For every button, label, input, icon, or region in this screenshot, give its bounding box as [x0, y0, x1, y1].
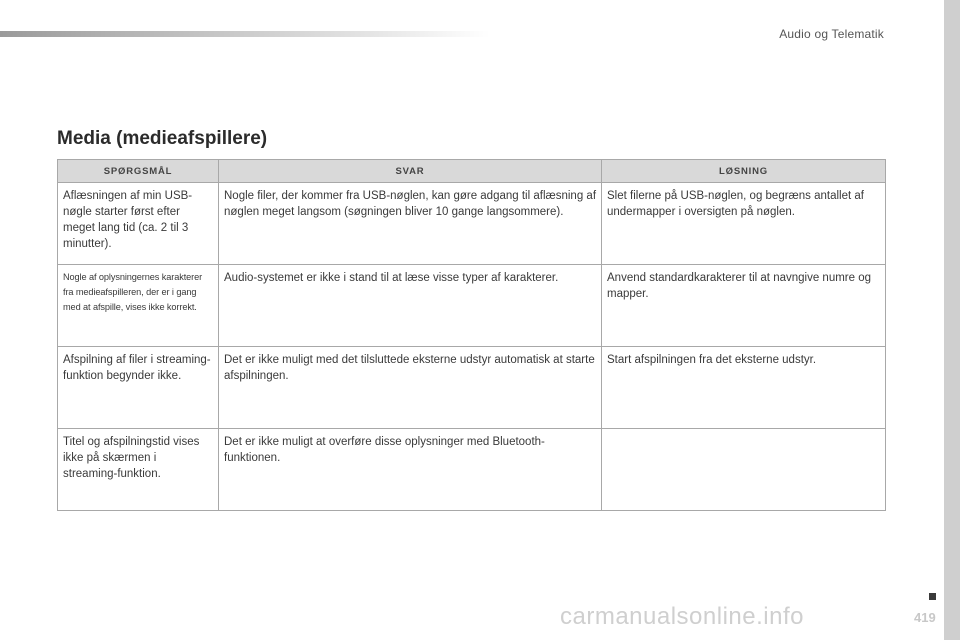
- page-number: 419: [914, 610, 936, 625]
- page-marker: [929, 593, 936, 600]
- solution-cell: Anvend standardkarakterer til at navngive numre og mapper.: [602, 265, 886, 347]
- section-label: Audio og Telematik: [779, 27, 884, 41]
- column-header-solution: LØSNING: [602, 160, 886, 183]
- question-cell: Titel og afspilningstid vises ikke på skærmen i streaming-funktion.: [58, 429, 219, 511]
- table-header-row: [58, 160, 886, 183]
- troubleshooting-table: [57, 159, 886, 511]
- question-cell: Afspilning af filer i streaming-funktion begynder ikke.: [58, 347, 219, 429]
- table-row: [58, 347, 886, 429]
- answer-cell: Det er ikke muligt at overføre disse oplysninger med Bluetooth-funktionen.: [219, 429, 602, 511]
- page-title: Media (medieafspillere): [57, 128, 268, 149]
- answer-cell: Det er ikke muligt med det tilsluttede eksterne udstyr automatisk at starte afspilningen.: [219, 347, 602, 429]
- solution-cell: Start afspilningen fra det eksterne udstyr.: [602, 347, 886, 429]
- solution-cell: Slet filerne på USB-nøglen, og begræns antallet af undermapper i oversigten på nøglen.: [602, 183, 886, 265]
- column-header-answer: SVAR: [219, 160, 602, 183]
- column-header-question: SPØRGSMÅL: [58, 160, 219, 183]
- page-edge-strip: [944, 0, 960, 640]
- question-cell: Aflæsningen af min USB-nøgle starter først efter meget lang tid (ca. 2 til 3 minutter).: [58, 183, 219, 265]
- table-row: [58, 265, 886, 347]
- answer-cell: Nogle filer, der kommer fra USB-nøglen, kan gøre adgang til aflæsning af nøglen meget langsom (søgningen bliver 10 gange langsommere).: [219, 183, 602, 265]
- table-row: [58, 183, 886, 265]
- answer-cell: Audio-systemet er ikke i stand til at læse visse typer af karakterer.: [219, 265, 602, 347]
- watermark: carmanualsonline.info: [560, 603, 804, 630]
- solution-cell: [602, 429, 886, 511]
- question-cell: Nogle af oplysningernes karakterer fra medieafspilleren, der er i gang med at afspille, vises ikke korrekt.: [58, 265, 219, 347]
- table-row: [58, 429, 886, 511]
- header-rule: [0, 31, 490, 37]
